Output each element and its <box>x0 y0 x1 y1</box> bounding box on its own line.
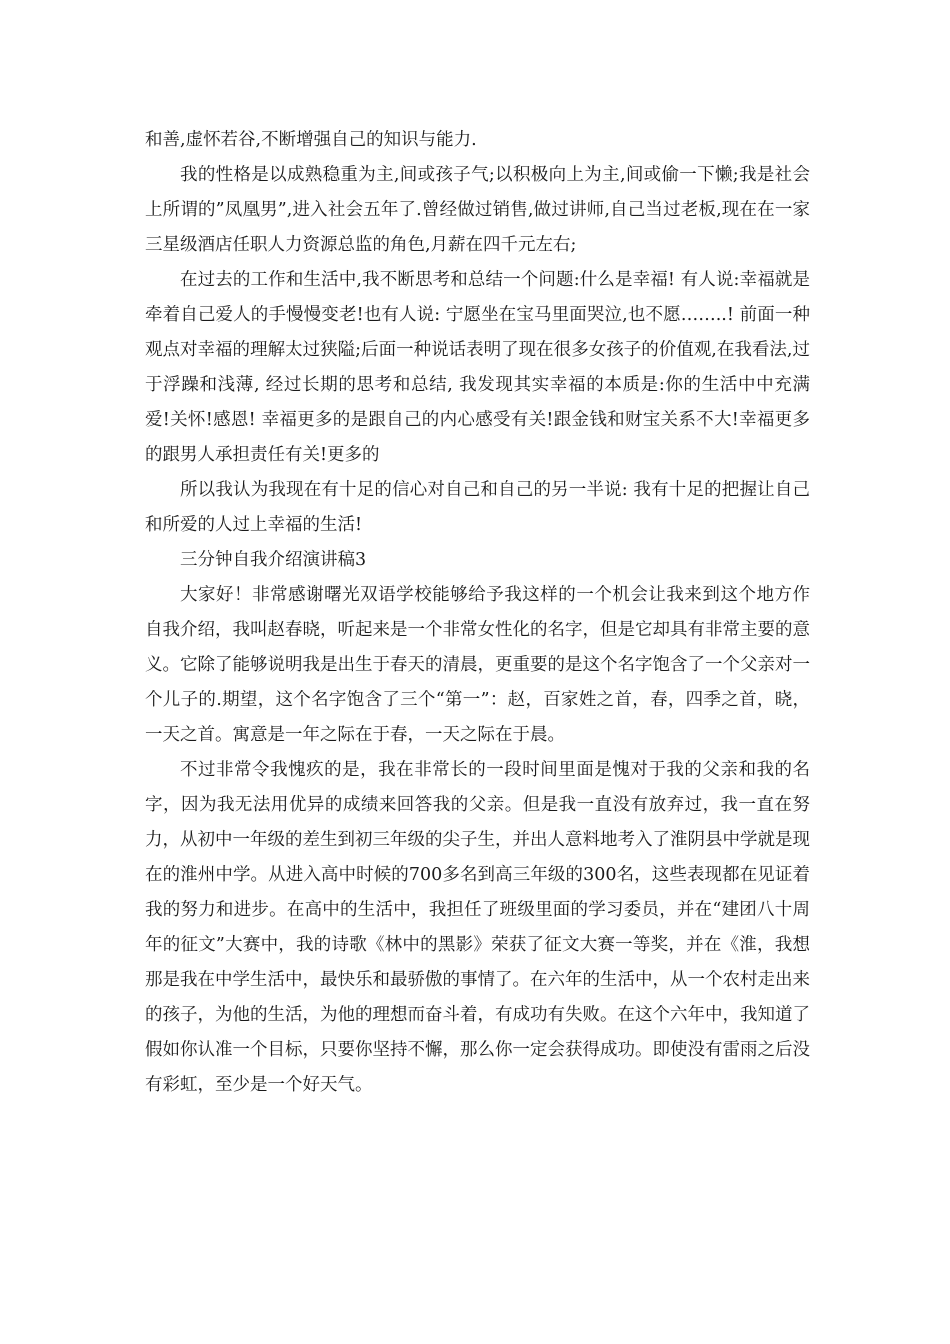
paragraph-introduction: 大家好！非常感谢曙光双语学校能够给予我这样的一个机会让我来到这个地方作 自我介绍，我叫赵春晓，听起来是一个非常女性化的名字，但是它却具有非常主要的意义。它除了能够说明我是出生于春天的清晨，更重要的是这个名字饱含了一个父亲对一个儿子的.期望，这个名字饱含了三个“第一”：赵，百家姓之首，春，四季之首，晓，一天之首。寓意是一年之际在于春，一天之际在于晨。 <box>145 585 810 745</box>
paragraph-happiness: 在过去的工作和生活中,我不断思考和总结一个问题:什么是幸福! 有人说:幸福就是牵着自己爱人的手慢慢变老!也有人说: 宁愿坐在宝马里面哭泣,也不愿……..! 前面一种观点对幸福的理解太过狭隘;后面一种说话表明了现在很多女孩子的价值观,在我看法,过于浮躁和浅薄, 经过长期的思考和总结, 我发现其实幸福的本质是:你的生活中中充满爱!关怀!感恩! 幸福更多的是跟自己的内心感受有关!跟金钱和财宝关系不大!幸福更多的跟男人承担责任有关!更多的 <box>145 270 810 465</box>
paragraph-personality: 我的性格是以成熟稳重为主,间或孩子气;以积极向上为主,间或偷一下懒;我是社会上所谓的”凤凰男”,进入社会五年了.曾经做过销售,做过讲师,自己当过老板,现在在一家三星级酒店任职人力资源总监的角色,月薪在四千元左右; <box>145 165 810 255</box>
paragraph-continuation: 和善,虚怀若谷,不断增强自己的知识与能力. <box>145 130 477 150</box>
paragraph-school-life: 不过非常令我愧疚的是，我在非常长的一段时间里面是愧对于我的父亲和我的名字，因为我无法用优异的成绩来回答我的父亲。但是我一直没有放弃过，我一直在努力，从初中一年级的差生到初三年级的尖子生，并出人意料地考入了淮阴县中学就是现在的淮州中学。从进入高中时候的700多名到高三年级的300名，这些表现都在见证着我的努力和进步。在高中的生活中，我担任了班级里面的学习委员，并在“建团八十周年的征文”大赛中，我的诗歌《林中的黑影》荣获了征文大赛一等奖，并在《淮，我想那是我在中学生活中，最快乐和最骄傲的事情了。在六年的生活中，从一个农村走出来的孩子，为他的生活，为他的理想而奋斗着，有成功有失败。在这个六年中，我知道了假如你认准一个目标，只要你坚持不懈，那么你一定会获得成功。即使没有雷雨之后没有彩虹，至少是一个好天气。 <box>145 760 810 1095</box>
paragraph-confidence: 所以我认为我现在有十足的信心对自己和自己的另一半说: 我有十足的把握让自己和所爱的人过上幸福的生活! <box>145 480 810 535</box>
document-body <box>145 123 810 1103</box>
section-heading: 三分钟自我介绍演讲稿3 <box>180 550 367 570</box>
